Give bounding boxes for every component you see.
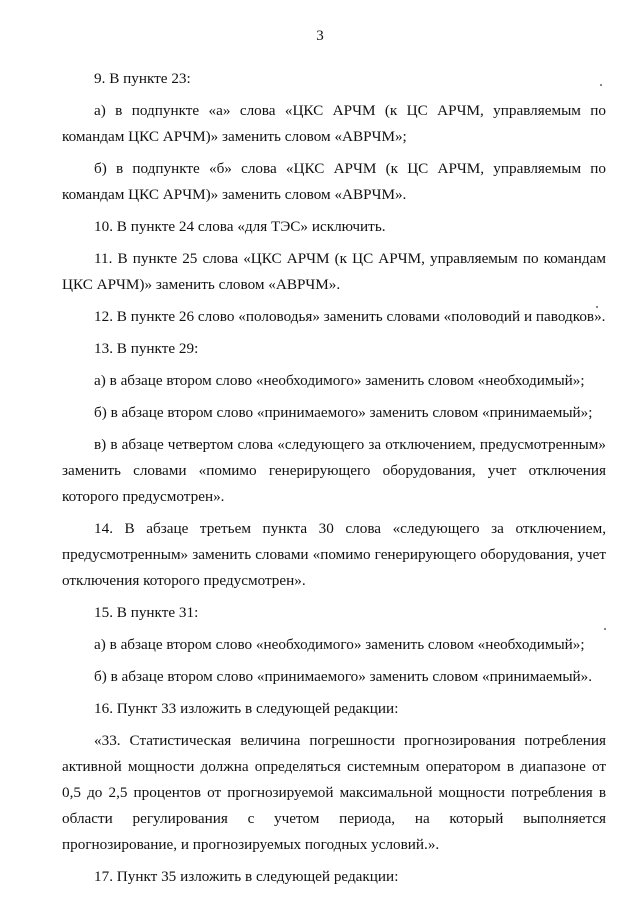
paragraph-33-text: «33. Статистическая величина погрешности прогнозирования потребления активной мощности должна определяться системным оператором в диапазоне от 0,5 до 2,5 процентов от прогнозируемой максимальной мощности потребления в области регулирования с учетом периода, на который выполняется прогнозирование, и прогнозируемых погодных условий.». (62, 732, 606, 853)
paragraph-15a: а) в абзаце втором слово «необходимого» заменить словом «необходимый»; (94, 636, 585, 653)
paragraph-13: 13. В пункте 29: (94, 340, 199, 357)
scan-speck (596, 306, 598, 308)
paragraph-9b: б) в подпункте «б» слова «ЦКС АРЧМ (к ЦС АРЧМ, управляемым по командам ЦКС АРЧМ)» заменить словом «АВРЧМ». (62, 160, 606, 203)
scan-speck (600, 84, 602, 86)
paragraph-15: 15. В пункте 31: (94, 604, 199, 621)
paragraph-13a: а) в абзаце втором слово «необходимого» заменить словом «необходимый»; (94, 372, 585, 389)
paragraph-12: 12. В пункте 26 слово «половодья» заменить словами «половодий и паводков». (94, 308, 606, 325)
paragraph-9a: а) в подпункте «а» слова «ЦКС АРЧМ (к ЦС АРЧМ, управляемым по командам ЦКС АРЧМ)» заменить словом «АВРЧМ»; (62, 102, 606, 145)
paragraph-14: 14. В абзаце третьем пункта 30 слова «следующего за отключением, предусмотренным» заменить словами «помимо генерирующего оборудования, учет отключения которого предусмотрен». (62, 520, 606, 589)
paragraph-9: 9. В пункте 23: (94, 70, 191, 87)
page-number: 3 (316, 28, 324, 44)
document-body (62, 66, 606, 896)
scan-speck (604, 628, 606, 630)
paragraph-13c: в) в абзаце четвертом слова «следующего за отключением, предусмотренным» заменить словами «помимо генерирующего оборудования, учет отключения которого предусмотрен». (62, 436, 606, 505)
paragraph-11: 11. В пункте 25 слова «ЦКС АРЧМ (к ЦС АРЧМ, управляемым по командам ЦКС АРЧМ)» заменить словом «АВРЧМ». (62, 250, 606, 293)
paragraph-17: 17. Пункт 35 изложить в следующей редакции: (94, 868, 399, 885)
paragraph-16: 16. Пункт 33 изложить в следующей редакции: (94, 700, 399, 717)
paragraph-10: 10. В пункте 24 слова «для ТЭС» исключить. (94, 218, 386, 235)
paragraph-13b: б) в абзаце втором слово «принимаемого» заменить словом «принимаемый»; (94, 404, 593, 421)
paragraph-15b: б) в абзаце втором слово «принимаемого» заменить словом «принимаемый». (94, 668, 593, 685)
